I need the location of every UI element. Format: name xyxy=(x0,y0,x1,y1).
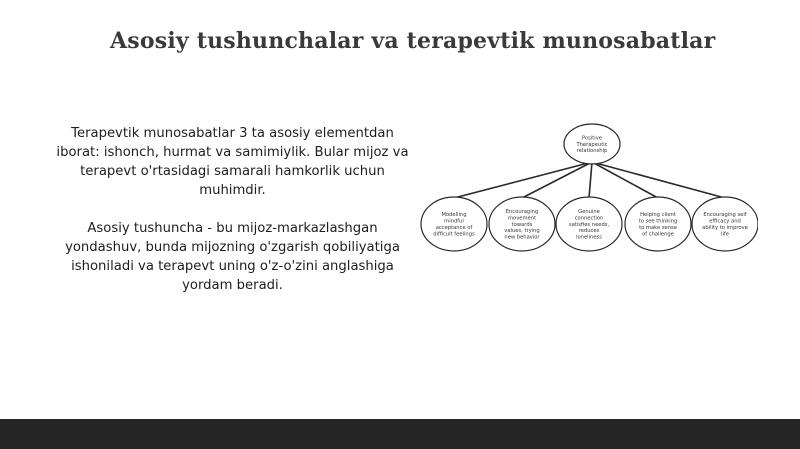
connector-line xyxy=(454,162,592,198)
child-node-label-line: values, trying xyxy=(504,228,540,235)
paragraph-2: Asosiy tushuncha - bu mijoz-markazlashgan yondashuv, bunda mijozning o'zgarish qobiliyatiga ishoniladi va terapevt uning o'z-o'zini anglashiga yordam beradi. xyxy=(65,221,400,293)
root-node-label-line: Therapeutic xyxy=(576,141,608,148)
child-node-label-line: new behavior xyxy=(504,234,540,241)
child-node-label-line: Encouraging xyxy=(505,209,539,215)
child-node-label-line: Modelling xyxy=(441,212,467,219)
child-node-label-line: ability to improve xyxy=(702,225,748,231)
child-node-label-line: to make sense xyxy=(639,225,677,231)
child-node-label-line: efficacy and xyxy=(709,218,741,225)
relationship-diagram xyxy=(418,118,758,258)
connector-line xyxy=(522,162,592,198)
child-node-label-line: loneliness xyxy=(576,234,602,241)
child-node-label-line: difficult feelings xyxy=(433,231,475,238)
diagram-canvas xyxy=(418,118,758,258)
child-node-label-line: towards xyxy=(511,221,533,228)
child-node-label-line: connection xyxy=(574,215,604,222)
child-node-label-line: Helping client xyxy=(640,212,676,219)
child-node-label-line: movement xyxy=(507,215,537,222)
paragraph-1: Terapevtik munosabatlar 3 ta asosiy elementdan iborat: ishonch, hurmat va samimiylik. Bular mijoz va terapevt o'rtasidagi samarali hamkorlik uchun muhimdir. xyxy=(56,126,409,198)
child-node-label-line: Encouraging self xyxy=(703,212,747,219)
root-node-label-line: relationship xyxy=(576,148,608,155)
child-node-label-line: acceptance of xyxy=(435,225,473,231)
connector-line xyxy=(589,162,592,198)
child-node-label-line: mindful xyxy=(444,218,464,225)
slide-body xyxy=(55,124,410,314)
child-node-label-line: to see thinking xyxy=(638,218,678,225)
child-node-label-line: Genuine xyxy=(578,209,600,215)
bottom-bar xyxy=(0,419,800,449)
child-node-label-line: reduces xyxy=(578,228,600,235)
slide-title: Asosiy tushunchalar va terapevtik munosabatlar xyxy=(110,28,716,54)
child-node-label-line: satisfies needs, xyxy=(568,221,610,228)
connector-line xyxy=(592,162,725,198)
root-node-label-line: Positive xyxy=(582,135,602,142)
child-node-label-line: life xyxy=(721,231,729,238)
connector-line xyxy=(592,162,658,198)
child-node-label-line: of challenge xyxy=(642,231,674,238)
